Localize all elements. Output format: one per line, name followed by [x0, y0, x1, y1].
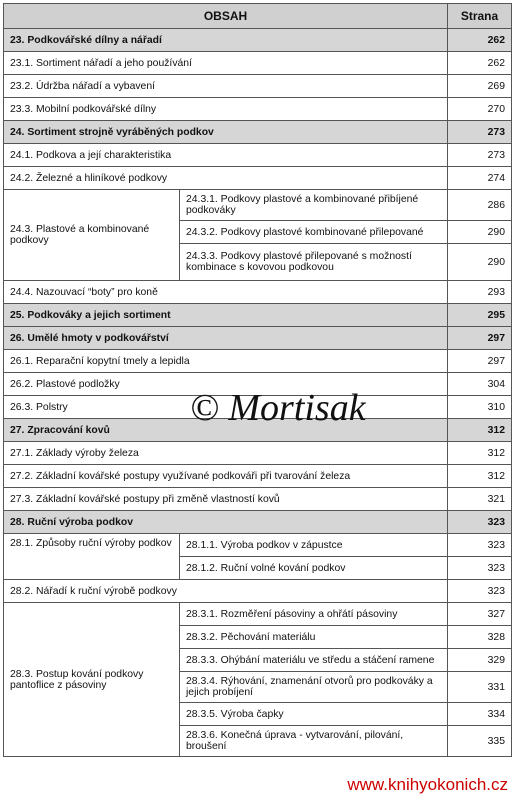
subsection-title: 28.3.6. Konečná úprava - vytvarování, pilování, broušení	[180, 726, 448, 757]
subsection-title: 28.1.1. Výroba podkov v zápustce	[180, 534, 448, 557]
page-number: 312	[448, 419, 512, 442]
subsection-title: 28.3.5. Výroba čapky	[180, 703, 448, 726]
page-number: 286	[448, 190, 512, 221]
section-title: 27.1. Základy výroby železa	[4, 442, 448, 465]
section-title: 23.2. Údržba nářadí a vybavení	[4, 75, 448, 98]
subsection-title: 28.3.4. Rýhování, znamenání otvorů pro podkováky a jejich probíjení	[180, 672, 448, 703]
page-number: 323	[448, 557, 512, 580]
page-number: 290	[448, 244, 512, 281]
table-row	[4, 465, 512, 488]
table-row	[4, 442, 512, 465]
section-title: 26.3. Polstry	[4, 396, 448, 419]
subsection-title: 28.3.1. Rozměření pásoviny a ohřátí pásoviny	[180, 603, 448, 626]
section-title: 27.2. Základní kovářské postupy využívané podkováři při tvarování železa	[4, 465, 448, 488]
table-row	[4, 511, 512, 534]
subsection-title: 24.3.3. Podkovy plastové přilepované s možností kombinace s kovovou podkovou	[180, 244, 448, 281]
page-number: 304	[448, 373, 512, 396]
subsection-title: 24.3.1. Podkovy plastové a kombinované přibíjené podkováky	[180, 190, 448, 221]
subsection-title: 28.1.2. Ruční volné kování podkov	[180, 557, 448, 580]
page-number: 327	[448, 603, 512, 626]
subsection-title: 28.3.2. Pěchování materiálu	[180, 626, 448, 649]
table-row	[4, 580, 512, 603]
section-title: 28.1. Způsoby ruční výroby podkov	[4, 534, 180, 580]
section-title: 24.1. Podkova a její charakteristika	[4, 144, 448, 167]
table-row	[4, 350, 512, 373]
section-title: 23.3. Mobilní podkovářské dílny	[4, 98, 448, 121]
table-row	[4, 190, 512, 221]
page-number: 297	[448, 350, 512, 373]
page-number: 270	[448, 98, 512, 121]
subsection-title: 24.3.2. Podkovy plastové kombinované přilepované	[180, 221, 448, 244]
table-row	[4, 52, 512, 75]
chapter-title: 28. Ruční výroba podkov	[4, 511, 448, 534]
page-number: 262	[448, 52, 512, 75]
copyright-watermark: © Mortisak	[190, 387, 366, 429]
table-row	[4, 121, 512, 144]
chapter-title: 27. Zpracování kovů	[4, 419, 448, 442]
table-row	[4, 488, 512, 511]
chapter-title: 26. Umělé hmoty v podkovářství	[4, 327, 448, 350]
page-number: 334	[448, 703, 512, 726]
section-title: 27.3. Základní kovářské postupy při změně vlastností kovů	[4, 488, 448, 511]
section-title: 26.2. Plastové podložky	[4, 373, 448, 396]
page-number: 328	[448, 626, 512, 649]
table-row	[4, 534, 512, 557]
section-title: 28.2. Nářadí k ruční výrobě podkovy	[4, 580, 448, 603]
table-row	[4, 75, 512, 98]
page-number: 269	[448, 75, 512, 98]
section-title: 24.3. Plastové a kombinované podkovy	[4, 190, 180, 281]
table-row	[4, 327, 512, 350]
page-number: 274	[448, 167, 512, 190]
page-number: 331	[448, 672, 512, 703]
contents-header: OBSAH	[4, 4, 448, 29]
table-row	[4, 167, 512, 190]
table-row	[4, 281, 512, 304]
page-number: 273	[448, 144, 512, 167]
section-title: 26.1. Reparační kopytní tmely a lepidla	[4, 350, 448, 373]
contents-table	[3, 3, 512, 757]
page-number: 310	[448, 396, 512, 419]
page-number: 321	[448, 488, 512, 511]
page-number: 329	[448, 649, 512, 672]
page-number: 335	[448, 726, 512, 757]
page-number: 312	[448, 442, 512, 465]
page-number: 262	[448, 29, 512, 52]
page-number: 323	[448, 534, 512, 557]
page-header: Strana	[448, 4, 512, 29]
page-number: 293	[448, 281, 512, 304]
page-number: 273	[448, 121, 512, 144]
page-number: 290	[448, 221, 512, 244]
page-number: 312	[448, 465, 512, 488]
chapter-title: 23. Podkovářské dílny a nářadí	[4, 29, 448, 52]
page-number: 295	[448, 304, 512, 327]
table-row	[4, 304, 512, 327]
table-row	[4, 29, 512, 52]
website-url: www.knihyokonich.cz	[347, 775, 508, 794]
page-number: 323	[448, 580, 512, 603]
chapter-title: 24. Sortiment strojně vyráběných podkov	[4, 121, 448, 144]
subsection-title: 28.3.3. Ohýbání materiálu ve středu a stáčení ramene	[180, 649, 448, 672]
table-row	[4, 144, 512, 167]
section-title: 24.4. Nazouvací “boty” pro koně	[4, 281, 448, 304]
page-number: 323	[448, 511, 512, 534]
section-title: 23.1. Sortiment nářadí a jeho používání	[4, 52, 448, 75]
table-row	[4, 98, 512, 121]
page-number: 297	[448, 327, 512, 350]
section-title: 28.3. Postup kování podkovy pantoflice z pásoviny	[4, 603, 180, 757]
table-row	[4, 603, 512, 626]
chapter-title: 25. Podkováky a jejich sortiment	[4, 304, 448, 327]
section-title: 24.2. Železné a hliníkové podkovy	[4, 167, 448, 190]
